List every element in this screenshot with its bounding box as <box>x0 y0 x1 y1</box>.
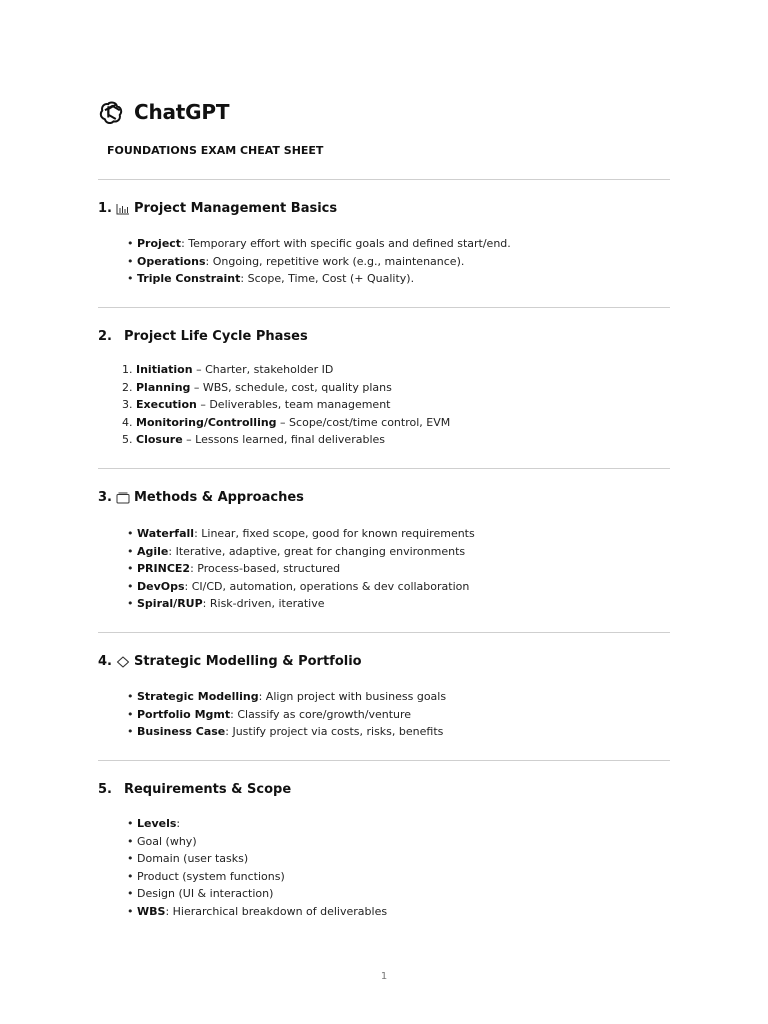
list-item: • Strategic Modelling: Align project with business goals <box>127 690 447 703</box>
list-item: • Domain (user tasks) <box>127 852 249 865</box>
section-4-list <box>127 688 446 741</box>
section-number: 1. <box>98 201 112 216</box>
card-box-icon <box>116 492 130 504</box>
section-5-heading <box>98 782 291 797</box>
section-number: 3. <box>98 490 112 505</box>
diamond-icon <box>116 656 130 668</box>
list-item: • WBS: Hierarchical breakdown of deliverables <box>127 904 388 918</box>
brand-name: ChatGPT <box>134 100 230 124</box>
section-4-heading <box>98 654 362 669</box>
list-item: • Levels: <box>127 817 181 830</box>
section-5-list <box>127 815 387 920</box>
divider <box>98 468 670 469</box>
section-1-heading <box>98 201 337 216</box>
list-item: • Portfolio Mgmt: Classify as core/growth/venture <box>127 707 412 721</box>
section-title: Project Life Cycle Phases <box>123 329 308 344</box>
list-item: • Waterfall: Linear, fixed scope, good for known requirements <box>127 527 475 540</box>
document-subtitle: FOUNDATIONS EXAM CHEAT SHEET <box>107 144 324 157</box>
section-3-heading <box>98 490 304 505</box>
divider <box>98 307 670 308</box>
list-item: 1. Initiation – Charter, stakeholder ID <box>122 363 334 376</box>
section-number: 5. <box>98 782 112 797</box>
list-item: • DevOps: CI/CD, automation, operations & dev collaboration <box>127 579 470 593</box>
list-item: • Design (UI & interaction) <box>127 887 274 900</box>
list-item: 5. Closure – Lessons learned, final deliverables <box>122 433 386 446</box>
list-item: • Operations: Ongoing, repetitive work (e.g., maintenance). <box>127 254 465 268</box>
bar-chart-icon <box>116 203 130 215</box>
section-3-list <box>127 525 475 613</box>
brand-header <box>98 98 229 126</box>
section-1-list <box>127 235 511 288</box>
section-title: Methods & Approaches <box>133 490 304 505</box>
section-title: Strategic Modelling & Portfolio <box>133 654 362 669</box>
section-number: 2. <box>98 329 112 344</box>
divider <box>98 632 670 633</box>
list-item: • Agile: Iterative, adaptive, great for changing environments <box>127 544 466 558</box>
divider <box>98 179 670 180</box>
divider <box>98 760 670 761</box>
section-2-list <box>122 361 450 449</box>
page-number: 1 <box>380 971 388 982</box>
list-item: • Business Case: Justify project via costs, risks, benefits <box>127 725 444 738</box>
list-item: • Project: Temporary effort with specific goals and defined start/end. <box>127 237 511 250</box>
section-number: 4. <box>98 654 112 669</box>
openai-logo-icon <box>98 98 126 126</box>
list-item: 2. Planning – WBS, schedule, cost, quality plans <box>122 380 392 394</box>
list-item: • Spiral/RUP: Risk-driven, iterative <box>127 597 325 610</box>
list-item: • PRINCE2: Process-based, structured <box>127 562 341 575</box>
section-2-heading <box>98 329 308 344</box>
section-title: Project Management Basics <box>133 201 338 216</box>
list-item: 4. Monitoring/Controlling – Scope/cost/time control, EVM <box>122 415 451 429</box>
list-item: • Goal (why) <box>127 834 197 848</box>
list-item: • Product (system functions) <box>127 869 285 883</box>
list-item: 3. Execution – Deliverables, team management <box>122 398 391 411</box>
list-item: • Triple Constraint: Scope, Time, Cost (+ Quality). <box>127 272 415 285</box>
section-title: Requirements & Scope <box>123 782 292 797</box>
